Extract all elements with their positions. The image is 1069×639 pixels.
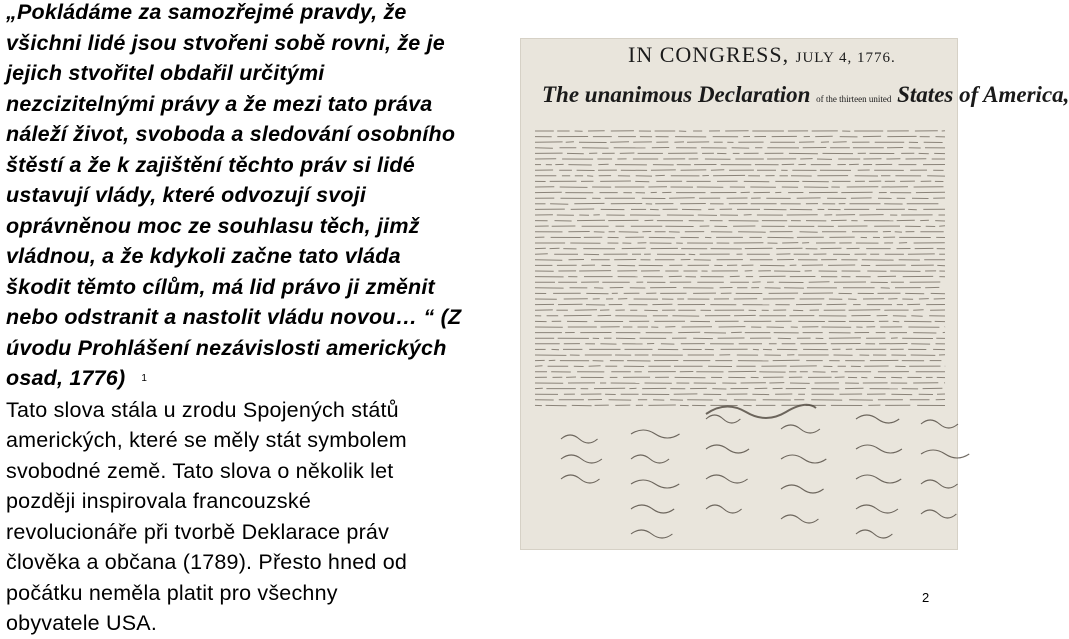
manuscript-signature (706, 445, 749, 453)
declaration-title-prefix: The unanimous Declaration (542, 82, 810, 107)
manuscript-signature-large (706, 405, 816, 418)
declaration-header (628, 42, 896, 68)
manuscript-text-lines (535, 131, 945, 406)
declaration-header-main: IN CONGRESS, (628, 42, 789, 67)
manuscript-signatures (561, 405, 969, 538)
manuscript-signature (921, 510, 956, 518)
manuscript-signature (631, 455, 669, 463)
manuscript-signature (921, 450, 969, 458)
manuscript-signature (856, 505, 898, 513)
declaration-of-independence-image (520, 38, 958, 550)
manuscript-signature (781, 455, 826, 463)
manuscript-signature (921, 420, 958, 428)
declaration-title (542, 82, 1069, 108)
declaration-quote (6, 0, 522, 395)
declaration-header-date: JULY 4, 1776. (796, 50, 896, 66)
manuscript-signature (921, 480, 958, 488)
body-paragraph: Tato slova stála u zrodu Spojených států amerických, které se měly stát symbolem svobodné země. Tato slova o několik let později inspirovala francouzské revolucionáře při tvorbě Deklarace práv člověka a občana (1789). Přesto hned od počátku neměla platit pro všechny obyvatele USA. (6, 395, 522, 639)
manuscript-signature (561, 435, 598, 443)
manuscript-signature (706, 475, 748, 483)
manuscript-signature (856, 530, 892, 538)
manuscript-signature (856, 415, 899, 423)
manuscript-signature (856, 445, 902, 453)
manuscript-signature (706, 415, 740, 423)
footnote-reference: 1 (141, 373, 147, 384)
quote-text: „Pokládáme za samozřejmé pravdy, že všichni lidé jsou stvořeni sobě rovni, že je jejich stvořitel obdařil určitými nezcizitelnými právy a že mezi tato práva náleží život, svoboda a sledování osobního štěstí a že k zajištění těchto práv si lidé ustavují vlády, které odvozují svoji oprávněnou moc ze souhlasu těch, jimž vládnou, a že kdykoli začne tato vláda škodit těmto cílům, má lid právo ji změnit nebo odstranit a nastolit vládu novou… “ (Z úvodu Prohlášení nezávislosti amerických osad, 1776) (6, 0, 461, 390)
manuscript-signature (561, 475, 600, 483)
manuscript-signature (631, 505, 674, 513)
manuscript-signature (781, 425, 820, 433)
manuscript-signature (631, 430, 680, 438)
manuscript-signature (781, 485, 824, 493)
manuscript-signature (561, 455, 602, 463)
manuscript-drawing (521, 39, 959, 551)
declaration-title-small: of the thirteen united (816, 94, 891, 104)
manuscript-signature (706, 505, 742, 513)
manuscript-signature (631, 480, 679, 488)
manuscript-signature (631, 530, 672, 538)
page-number: 2 (922, 590, 929, 605)
main-text-block (6, 0, 522, 639)
manuscript-signature (856, 475, 901, 483)
manuscript-signature (781, 515, 818, 523)
declaration-title-suffix: States of America, (897, 82, 1069, 107)
